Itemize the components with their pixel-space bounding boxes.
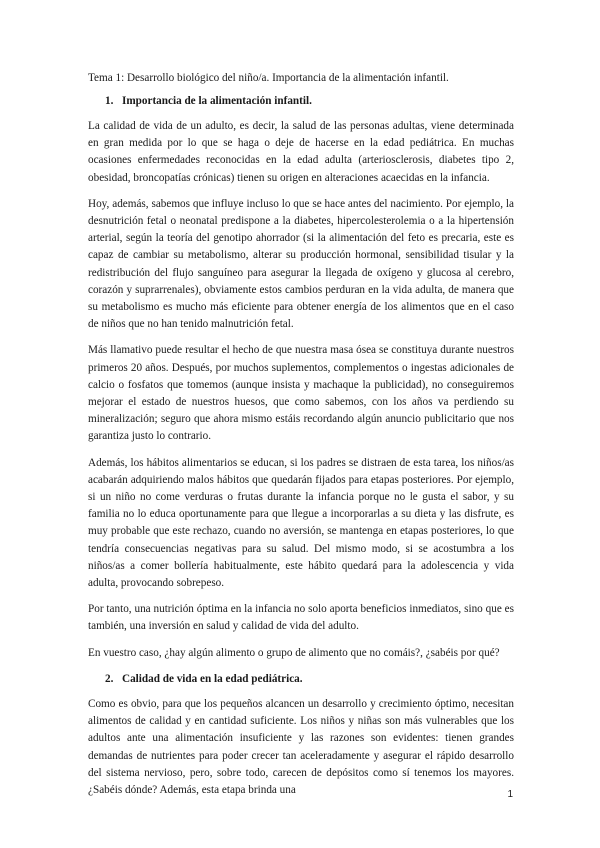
topic-line: Tema 1: Desarrollo biológico del niño/a. Importancia de la alimentación infantil. <box>88 72 449 84</box>
paragraph: Además, los hábitos alimentarios se educan, si los padres se distraen de esta tarea, los niños/as acabarán adquiriendo malos hábitos que quedarán fijados para etapas posteriores. Por ejemplo, si un niño no come verduras o frutas durante la infancia porque no le gusta el sabor, y su familia no lo educa oportunamente para que llegue a incorporarlas a su dieta y las disfrute, es muy probable que este rechazo, cuando no aversión, se mantenga en etapas posteriores, lo que tendría consecuencias negativas para su salud. Del mismo modo, si se acostumbra a los niños/as a comer bollería habitualmente, este hábito quedará para la adolescencia y vida adulta, provocando sobrepeso. <box>88 456 514 590</box>
paragraph: Más llamativo puede resultar el hecho de que nuestra masa ósea se constituya durante nuestros primeros 20 años. Después, por muchos suplementos, complementos o ingestas adicionales de calcio o fosfatos que tomemos (aunque insista y machaque la publicidad), no conseguiremos mejorar el estado de nuestros huesos, que como sabemos, con los años va perdiendo su mineralización; seguro que ahora mismo estáis recordando algún anuncio publicitario que nos garantiza justo lo contrario. <box>88 344 514 443</box>
section-heading-1 <box>88 93 514 109</box>
section-number: 1. <box>105 95 114 107</box>
page-number: 1 <box>507 789 513 800</box>
paragraph: La calidad de vida de un adulto, es decir, la salud de las personas adultas, viene determinada en gran medida por lo que se haga o deje de hacerse en la edad pediátrica. En muchas ocasiones enfermedades reconocidas en la edad adulta (arteriosclerosis, diabetes tipo 2, obesidad, broncopatías crónicas) tienen su origen en alteraciones acaecidas en la infancia. <box>88 120 514 184</box>
section-title: Calidad de vida en la edad pediátrica. <box>122 672 303 685</box>
section-number: 2. <box>105 672 114 685</box>
paragraph: Por tanto, una nutrición óptima en la infancia no solo aporta beneficios inmediatos, sino que es también, una inversión en salud y calidad de vida del adulto. <box>88 603 514 633</box>
section-title: Importancia de la alimentación infantil. <box>122 95 312 107</box>
paragraph: Hoy, además, sabemos que influye incluso lo que se hace antes del nacimiento. Por ejemplo, la desnutrición fetal o neonatal predispone a la diabetes, hipercolesterolemia o a la hipertensión arterial, según la teoría del genotipo ahorrador (si la alimentación del feto es precaria, este es capaz de cambiar su metabolismo, alterar su producción hormonal, sensibilidad tisular y la redistribución del flujo sanguíneo para asegurar la llegada de oxígeno y glucosa al cerebro, corazón y suprarrenales), obviamente estos cambios perduran en la vida adulta, de manera que su metabolismo es mucho más eficiente para obtener energía de los alimentos que en el caso de niños que no han tenido malnutrición fetal. <box>88 197 514 331</box>
paragraph: Como es obvio, para que los pequeños alcancen un desarrollo y crecimiento óptimo, necesitan alimentos de calidad y en cantidad suficiente. Los niños y niñas son más vulnerables que los adultos ante una alimentación insuficiente y las razones son evidentes: tienen grandes demandas de nutrientes para poder crecer tan aceleradamente y asegurar el rápido desarrollo del sistema nervioso, pero, sobre todo, carecen de depósitos como sí tenemos los mayores. ¿Sabéis dónde? Además, esta etapa brinda una <box>88 697 514 796</box>
document-page <box>88 70 514 808</box>
paragraph: En vuestro caso, ¿hay algún alimento o grupo de alimento que no comáis?, ¿sabéis por qué? <box>88 646 500 659</box>
section-heading-2 <box>88 671 514 687</box>
